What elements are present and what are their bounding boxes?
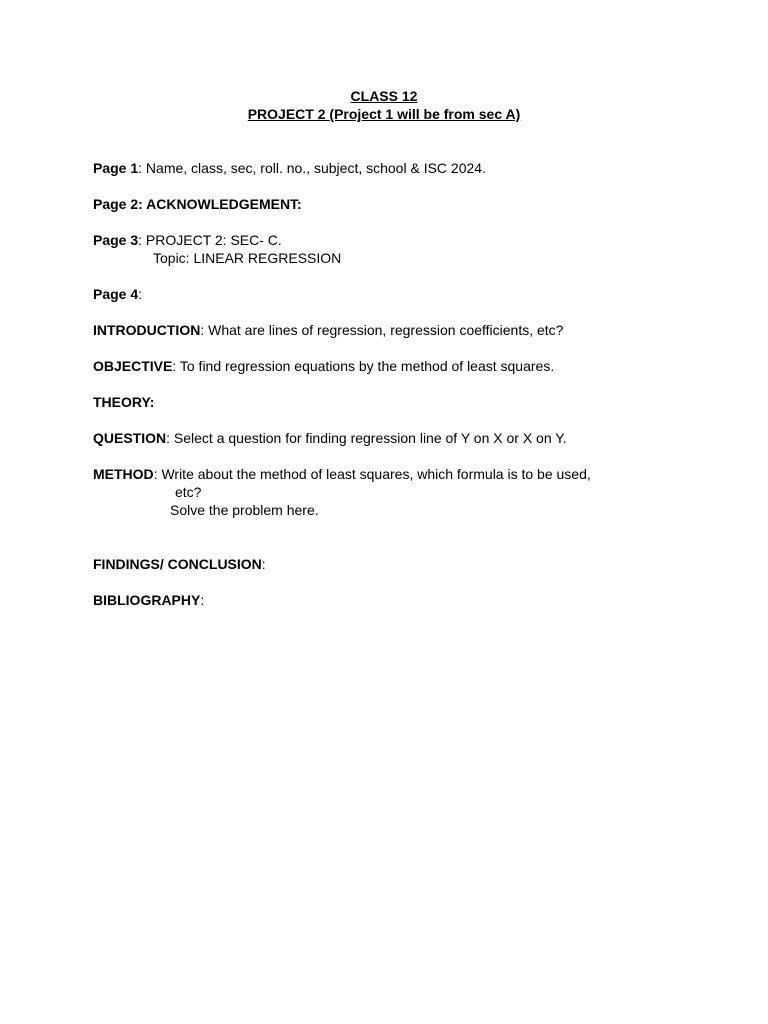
findings-label: FINDINGS/ CONCLUSION xyxy=(93,556,262,572)
page2-label: Page 2: ACKNOWLEDGEMENT: xyxy=(93,196,302,212)
objective-label: OBJECTIVE xyxy=(93,358,173,374)
introduction-text: : What are lines of regression, regression coefficients, etc? xyxy=(200,322,564,338)
theory-line xyxy=(93,393,154,411)
page3-topic: Topic: LINEAR REGRESSION xyxy=(153,250,342,266)
page4-line xyxy=(93,285,142,303)
introduction-label: INTRODUCTION xyxy=(93,322,201,338)
bibliography-text: : xyxy=(200,592,205,608)
findings-line xyxy=(93,555,266,573)
page2-line xyxy=(93,195,302,213)
objective-line xyxy=(93,357,554,375)
page1-line xyxy=(93,159,486,177)
page4-text: : xyxy=(138,286,143,302)
page3-line xyxy=(93,231,282,249)
method-label: METHOD xyxy=(93,466,154,482)
method-text: : Write about the method of least squares, which formula is to be used, xyxy=(153,466,591,482)
bibliography-label: BIBLIOGRAPHY xyxy=(93,592,201,608)
page3-text: : PROJECT 2: SEC- C. xyxy=(138,232,282,248)
bibliography-line xyxy=(93,591,204,609)
method-solve: Solve the problem here. xyxy=(170,502,319,518)
method-continuation: etc? xyxy=(175,484,202,500)
page1-label: Page 1 xyxy=(93,160,139,176)
question-text: : Select a question for finding regression line of Y on X or X on Y. xyxy=(166,430,567,446)
introduction-line xyxy=(93,321,563,339)
question-line xyxy=(93,429,567,447)
theory-label: THEORY: xyxy=(93,394,155,410)
objective-text: : To find regression equations by the method of least squares. xyxy=(172,358,555,374)
page4-label: Page 4 xyxy=(93,286,139,302)
page1-text: : Name, class, sec, roll. no., subject, school & ISC 2024. xyxy=(138,160,486,176)
project-title: PROJECT 2 (Project 1 will be from sec A) xyxy=(247,106,521,122)
findings-text: : xyxy=(261,556,266,572)
class-title: CLASS 12 xyxy=(350,88,418,104)
question-label: QUESTION xyxy=(93,430,167,446)
page3-label: Page 3 xyxy=(93,232,139,248)
method-line xyxy=(93,465,591,483)
